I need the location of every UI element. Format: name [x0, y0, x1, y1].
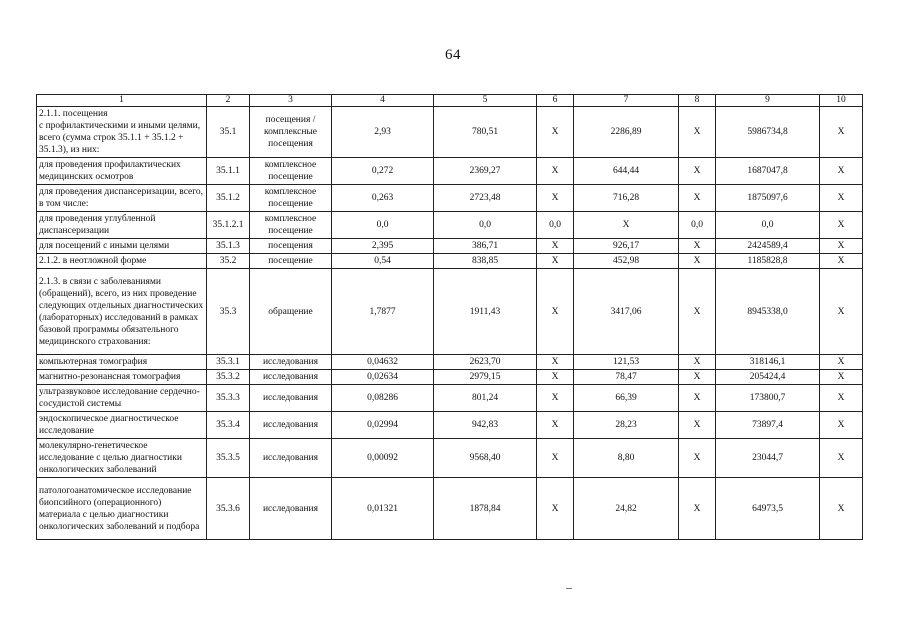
row-label-cell: для проведения профилактических медицинских осмотров [37, 158, 207, 185]
table-cell: 0,0 [716, 212, 820, 239]
row-label-cell: магнитно-резонансная томография [37, 370, 207, 385]
table-cell: 716,28 [574, 185, 679, 212]
table-cell: 0,00092 [332, 439, 434, 478]
table-cell: 35.3 [207, 269, 250, 355]
table-cell: 0,263 [332, 185, 434, 212]
table-cell: 0,02634 [332, 370, 434, 385]
table-cell: X [820, 239, 863, 254]
table-cell: 2723,48 [434, 185, 537, 212]
table-cell: 35.3.5 [207, 439, 250, 478]
row-label-cell: компьютерная томография [37, 355, 207, 370]
table-cell: X [537, 239, 574, 254]
table-cell: 942,83 [434, 412, 537, 439]
table-cell: 1185828,8 [716, 254, 820, 269]
table-cell: 35.3.3 [207, 385, 250, 412]
table-cell: 1875097,6 [716, 185, 820, 212]
table-cell: исследования [250, 385, 332, 412]
column-number-cell: 6 [537, 95, 574, 107]
table-cell: 8945338,0 [716, 269, 820, 355]
table-row [37, 478, 863, 540]
row-label-cell: молекулярно-генетическое исследование с целью диагностики онкологических заболеваний [37, 439, 207, 478]
table-cell: 1687047,8 [716, 158, 820, 185]
table-cell: 0,02994 [332, 412, 434, 439]
table-cell: 2424589,4 [716, 239, 820, 254]
table-cell: X [820, 212, 863, 239]
table-cell: 0,01321 [332, 478, 434, 540]
scan-mark [566, 588, 572, 589]
table-cell: 35.1.3 [207, 239, 250, 254]
table-cell: X [820, 355, 863, 370]
table-cell: X [537, 185, 574, 212]
column-number-cell: 5 [434, 95, 537, 107]
table-cell: X [537, 254, 574, 269]
table-cell: X [679, 158, 716, 185]
table-cell: X [679, 355, 716, 370]
table-cell: X [820, 269, 863, 355]
table-row [37, 212, 863, 239]
column-number-cell: 8 [679, 95, 716, 107]
column-number-cell: 10 [820, 95, 863, 107]
table-cell: 73897,4 [716, 412, 820, 439]
table-row [37, 158, 863, 185]
table-cell: исследования [250, 370, 332, 385]
table-cell: X [820, 107, 863, 158]
table-cell: X [820, 478, 863, 540]
table-cell: 24,82 [574, 478, 679, 540]
table-row [37, 412, 863, 439]
table-cell: 386,71 [434, 239, 537, 254]
table-cell: 0,0 [537, 212, 574, 239]
table-cell: 2369,27 [434, 158, 537, 185]
table-cell: X [679, 254, 716, 269]
table-cell: 9568,40 [434, 439, 537, 478]
row-label-cell: 2.1.3. в связи с заболеваниями (обращений), всего, из них проведение следующих отдельных диагностических (лабораторных) исследований в рамках базовой программы обязательного медицинского страхования: [37, 269, 207, 355]
row-label-cell: для проведения диспансеризации, всего, в том числе: [37, 185, 207, 212]
table-cell: X [679, 239, 716, 254]
table-cell: 35.1.1 [207, 158, 250, 185]
table-cell: посещения [250, 239, 332, 254]
table-cell: 780,51 [434, 107, 537, 158]
table-cell: X [574, 212, 679, 239]
table-cell: X [537, 158, 574, 185]
table-row [37, 370, 863, 385]
table-cell: 35.1.2.1 [207, 212, 250, 239]
table-cell: 0,0 [679, 212, 716, 239]
table-cell: X [679, 439, 716, 478]
table-row [37, 439, 863, 478]
table-cell: 35.2 [207, 254, 250, 269]
table-row [37, 385, 863, 412]
table-cell: X [537, 355, 574, 370]
table-cell: 78,47 [574, 370, 679, 385]
row-label-cell: патологоанатомическое исследование биопсийного (операционного) материала с целью диагностики онкологических заболеваний и подбора [37, 478, 207, 540]
table-cell: 35.1 [207, 107, 250, 158]
column-number-cell: 3 [250, 95, 332, 107]
table-cell: комплексное посещение [250, 212, 332, 239]
column-number-cell: 1 [37, 95, 207, 107]
table-cell: X [820, 254, 863, 269]
row-label-cell: эндоскопическое диагностическое исследование [37, 412, 207, 439]
table-cell: X [820, 370, 863, 385]
table-cell: X [537, 107, 574, 158]
table-cell: 173800,7 [716, 385, 820, 412]
table-body [37, 107, 863, 540]
table-cell: X [679, 385, 716, 412]
table-cell: 35.1.2 [207, 185, 250, 212]
table-cell: X [679, 269, 716, 355]
table-cell: исследования [250, 439, 332, 478]
table-cell: X [537, 370, 574, 385]
table-cell: X [679, 185, 716, 212]
table-cell: посещение [250, 254, 332, 269]
table-cell: 0,54 [332, 254, 434, 269]
column-number-cell: 4 [332, 95, 434, 107]
table-cell: X [679, 370, 716, 385]
page-number: 64 [445, 47, 461, 63]
table-cell: 5986734,8 [716, 107, 820, 158]
column-number-cell: 2 [207, 95, 250, 107]
table-cell: исследования [250, 355, 332, 370]
table-cell: 926,17 [574, 239, 679, 254]
table-cell: 838,85 [434, 254, 537, 269]
table-cell: 318146,1 [716, 355, 820, 370]
table-cell: 0,0 [332, 212, 434, 239]
table-cell: 2286,89 [574, 107, 679, 158]
row-label-cell: 2.1.2. в неотложной форме [37, 254, 207, 269]
table-row [37, 107, 863, 158]
table-cell: исследования [250, 478, 332, 540]
table-cell: 1911,43 [434, 269, 537, 355]
table-cell: 0,04632 [332, 355, 434, 370]
table-cell: X [820, 158, 863, 185]
table-row [37, 239, 863, 254]
table-cell: 2623,70 [434, 355, 537, 370]
table-cell: 3417,06 [574, 269, 679, 355]
table-cell: 0,08286 [332, 385, 434, 412]
table-cell: 1878,84 [434, 478, 537, 540]
table-row [37, 269, 863, 355]
table-cell: X [679, 478, 716, 540]
table-cell: 644,44 [574, 158, 679, 185]
table-cell: 2979,15 [434, 370, 537, 385]
table-cell: 121,53 [574, 355, 679, 370]
table-cell: комплексное посещение [250, 185, 332, 212]
table-cell: 0,272 [332, 158, 434, 185]
table-cell: исследования [250, 412, 332, 439]
table-cell: 35.3.6 [207, 478, 250, 540]
table-cell: комплексное посещение [250, 158, 332, 185]
column-number-cell: 7 [574, 95, 679, 107]
table-cell: 205424,4 [716, 370, 820, 385]
table-cell: X [820, 185, 863, 212]
table-cell: X [820, 385, 863, 412]
row-label-cell: 2.1.1. посещения с профилактическими и иными целями, всего (сумма строк 35.1.1 + 35.1.2 + 35.1.3), из них: [37, 107, 207, 158]
table-cell: 2,395 [332, 239, 434, 254]
table-cell: X [679, 107, 716, 158]
table-cell: посещения / комплексные посещения [250, 107, 332, 158]
table-cell: X [537, 269, 574, 355]
row-label-cell: для проведения углубленной диспансеризации [37, 212, 207, 239]
table-cell: X [537, 478, 574, 540]
table-cell: 28,23 [574, 412, 679, 439]
table-cell: X [820, 439, 863, 478]
table-row [37, 355, 863, 370]
table-cell: 0,0 [434, 212, 537, 239]
table-cell: 35.3.1 [207, 355, 250, 370]
table-cell: 1,7877 [332, 269, 434, 355]
data-table [36, 94, 863, 540]
table-cell: X [537, 385, 574, 412]
table-cell: X [820, 412, 863, 439]
table-cell: X [679, 412, 716, 439]
column-number-row [37, 95, 863, 107]
table-cell: 2,93 [332, 107, 434, 158]
table-cell: 35.3.2 [207, 370, 250, 385]
row-label-cell: для посещений с иными целями [37, 239, 207, 254]
table-cell: 66,39 [574, 385, 679, 412]
table-cell: 35.3.4 [207, 412, 250, 439]
table-cell: 64973,5 [716, 478, 820, 540]
column-number-cell: 9 [716, 95, 820, 107]
table-cell: обращение [250, 269, 332, 355]
table-row [37, 185, 863, 212]
table-cell: 8,80 [574, 439, 679, 478]
table-row [37, 254, 863, 269]
table-cell: 801,24 [434, 385, 537, 412]
table-cell: X [537, 439, 574, 478]
table-cell: X [537, 412, 574, 439]
row-label-cell: ультразвуковое исследование сердечно-сосудистой системы [37, 385, 207, 412]
table-cell: 452,98 [574, 254, 679, 269]
table-cell: 23044,7 [716, 439, 820, 478]
